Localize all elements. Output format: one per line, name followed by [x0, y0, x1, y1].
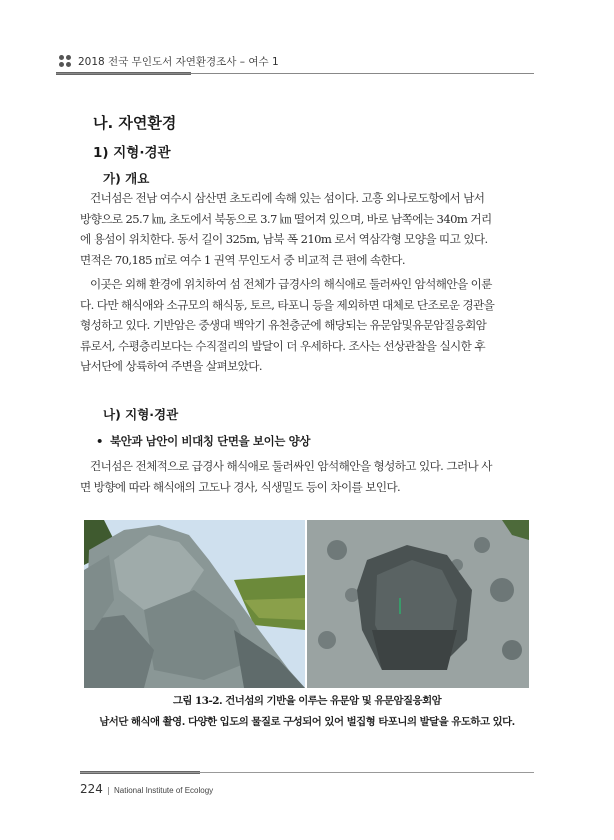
footer-separator: |	[107, 786, 110, 795]
text-line: 남서단에 상륙하여 주변을 살펴보았다.	[80, 359, 262, 373]
text-line: 건너섬은 전남 여수시 삼산면 초도리에 속해 있는 섬이다. 고흥 외나로도항에서 남서	[90, 191, 485, 205]
text-line: 에 용섬이 위치한다. 동서 길이 325m, 남북 폭 210m 로서 역삼각형 모양을 띠고 있다.	[80, 232, 488, 246]
bullet-text: 북안과 남안이 비대칭 단면을 보이는 양상	[109, 434, 311, 448]
header-rule	[56, 73, 534, 74]
cliff-photo-right	[307, 520, 529, 688]
section-title: 나. 자연환경	[93, 114, 177, 132]
bullet-icon: •	[96, 434, 103, 448]
header-dots-icon	[59, 55, 73, 69]
subsection-title: 1) 지형·경관	[93, 145, 171, 161]
cliff-photo-left	[84, 520, 305, 688]
page-number: 224	[80, 782, 103, 796]
running-header	[56, 50, 534, 74]
figure-caption-description: 남서단 해식애 촬영. 다양한 입도의 물질로 구성되어 있어 벌집형 타포니의 발달을 유도하고 있다.	[99, 716, 515, 728]
text-line: 류로서, 수평층리보다는 수직절리의 발달이 더 우세하다. 조사는 선상관찰을 실시한 후	[80, 338, 485, 353]
footer-institute: National Institute of Ecology	[114, 786, 214, 795]
overview-title: 가) 개요	[103, 171, 150, 186]
cliff-photo-right-image	[307, 520, 529, 688]
figure-caption-title: 그림 13-2. 건너섬의 기반을 이루는 유문암 및 유문암질응회암	[172, 695, 442, 707]
overview-paragraph-2	[80, 274, 534, 377]
landform-paragraph	[80, 456, 534, 497]
landform-title: 나) 지형·경관	[103, 407, 179, 422]
text-line: 면 방향에 따라 해식애의 고도나 경사, 식생밀도 등이 차이를 보인다.	[80, 479, 401, 494]
text-line: 다. 다만 해식애와 소규모의 해식동, 토르, 타포니 등을 제외하면 대체로 단조로운 경관을	[80, 297, 495, 312]
text-line: 건너섬은 전체적으로 급경사 해식애로 둘러싸인 암석해안을 형성하고 있다. 그러나 사	[90, 459, 492, 473]
footer-rule	[80, 772, 534, 773]
bullet-item	[96, 433, 310, 449]
text-line: 방향으로 25.7 ㎞, 초도에서 북동으로 3.7 ㎞ 떨어져 있으며, 바로 남쪽에는 340m 거리	[80, 211, 492, 226]
cliff-photo-left-image	[84, 520, 305, 688]
text-line: 이곳은 외해 환경에 위치하여 섬 전체가 급경사의 해식애로 둘러싸인 암석해안을 이룬	[90, 277, 492, 291]
header-title: 2018 전국 무인도서 자연환경조사 – 여수 1	[78, 56, 279, 68]
text-line: 형성하고 있다. 기반암은 중생대 백악기 유천층군에 해당되는 유문암및유문암질응회암	[80, 318, 487, 332]
text-line: 면적은 70,185 ㎡로 여수 1 권역 무인도서 중 비교적 큰 편에 속한다.	[80, 252, 405, 267]
overview-paragraph-1	[80, 188, 534, 270]
